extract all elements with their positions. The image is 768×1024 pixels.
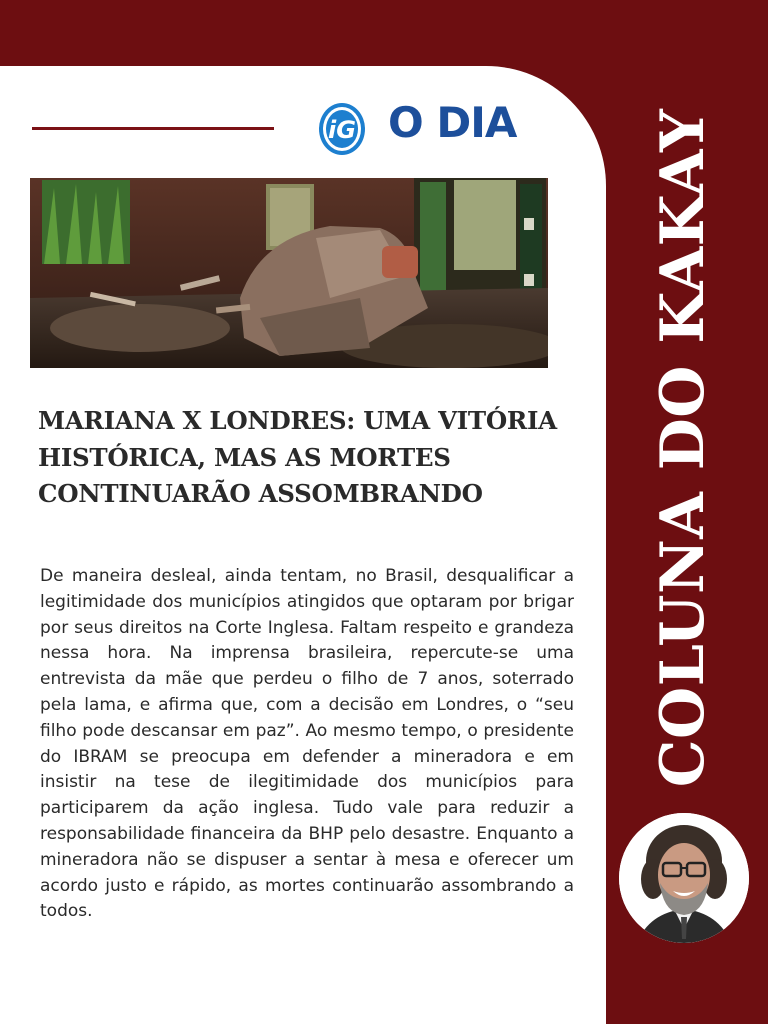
article-body: De maneira desleal, ainda tentam, no Brasil, desqualificar a legitimidade dos municípios atingidos que optaram por brigar por seus direitos na Corte Inglesa. Faltam respeito e grandeza nessa hora. Na imprensa brasileira, repercute-se uma entrevista da mãe que perdeu o filho de 7 anos, soterrado pela lama, e afirma que, com a decisão em Londres, o “seu filho pode descansar em paz”. Ao mesmo tempo, o presidente do IBRAM se preocupa em defender a mineradora e em insistir na tese de ilegitimidade dos municípios para participarem da ação inglesa. Tudo vale para reduzir a responsabilidade financeira da BHP pelo desastre. Enquanto a mineradora não se dispuser a sentar à mesa e oferecer um acordo justo e rápido, as mortes continuarão assombrando a todos. — [40, 566, 574, 922]
article-photo — [30, 178, 548, 368]
column-title: COLUNA DO KAKAY — [648, 108, 718, 788]
svg-text:iG: iG — [328, 116, 356, 144]
article-headline: MARIANA X LONDRES: UMA VITÓRIA HISTÓRICA, MAS AS MORTES CONTINUARÃO ASSOMBRANDO — [38, 406, 557, 508]
header-divider — [32, 127, 274, 130]
author-avatar — [619, 813, 749, 943]
odia-logo: O DIA — [388, 98, 517, 147]
ig-logo-icon — [317, 101, 367, 157]
